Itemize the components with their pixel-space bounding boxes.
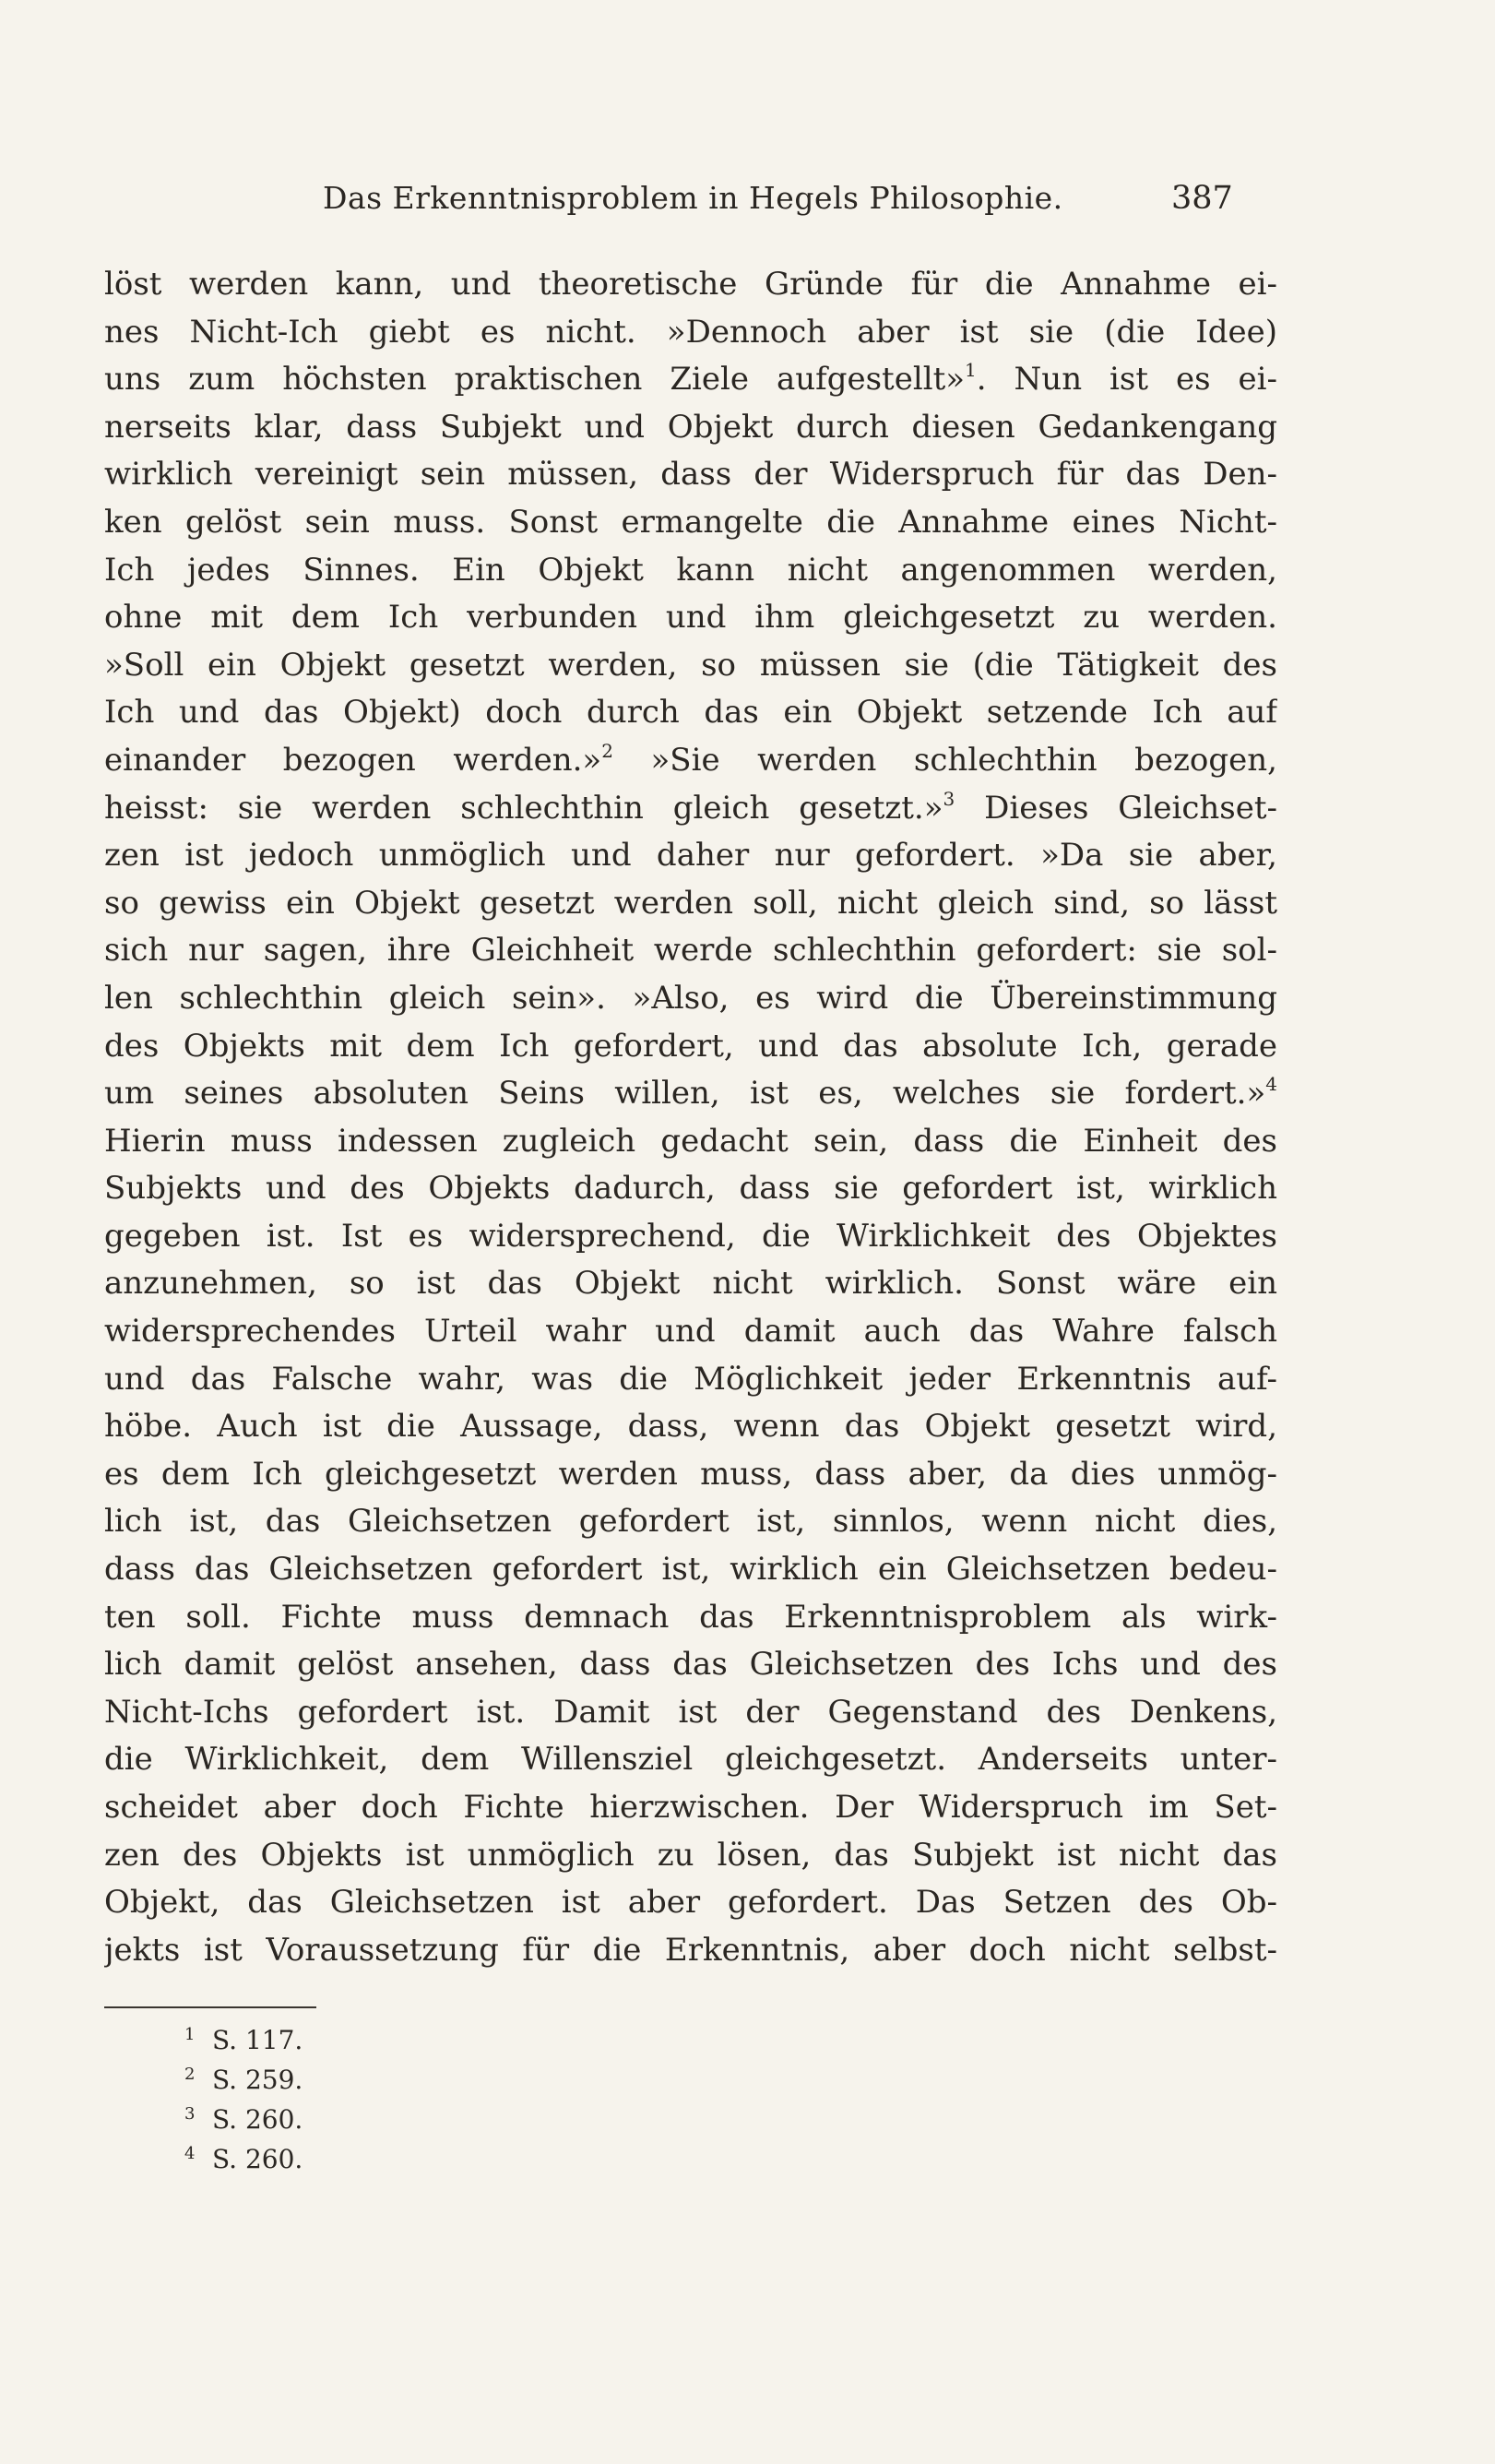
footnote-text: S. 260. bbox=[212, 2104, 303, 2135]
text-line bbox=[104, 1451, 1277, 1499]
page-number: 387 bbox=[1171, 180, 1233, 217]
text-line-segment: um seines absoluten Seins willen, ist es, welches sie fordert.» bbox=[104, 1075, 1266, 1113]
text-line-segment: gegeben ist. Ist es widersprechend, die Wirklichkeit des Objektes bbox=[104, 1217, 1277, 1255]
text-line-segment: jekts ist Voraussetzung für die Erkenntnis, aber doch nicht selbst- bbox=[104, 1931, 1277, 1969]
text-line bbox=[104, 547, 1277, 595]
text-line bbox=[104, 1546, 1277, 1594]
running-title: Das Erkenntnisproblem in Hegels Philosophie. bbox=[323, 180, 1063, 216]
text-line bbox=[104, 642, 1277, 690]
text-line bbox=[104, 1023, 1277, 1071]
text-line-segment: Nicht-Ichs gefordert ist. Damit ist der Gegenstand des Denkens, bbox=[104, 1693, 1277, 1731]
text-line-segment: lich ist, das Gleichsetzen gefordert ist, sinnlos, wenn nicht dies, bbox=[104, 1503, 1277, 1541]
text-line-segment: zen des Objekts ist unmöglich zu lösen, das Subjekt ist nicht das bbox=[104, 1836, 1277, 1874]
footnote: 4 S. 260. bbox=[184, 2144, 303, 2174]
text-line-segment: ken gelöst sein muss. Sonst ermangelte die Annahme eines Nicht- bbox=[104, 503, 1277, 541]
text-line bbox=[104, 499, 1277, 547]
text-line-segment: lich damit gelöst ansehen, dass das Gleichsetzen des Ichs und des bbox=[104, 1646, 1277, 1684]
text-line-segment: zen ist jedoch unmöglich und daher nur gefordert. »Da sie aber, bbox=[104, 837, 1277, 875]
text-line-segment: die Wirklichkeit, dem Willensziel gleichgesetzt. Anderseits unter- bbox=[104, 1741, 1277, 1779]
text-line-segment: widersprechendes Urteil wahr und damit auch das Wahre falsch bbox=[104, 1313, 1277, 1351]
text-line-segment: höbe. Auch ist die Aussage, dass, wenn das Objekt gesetzt wird, bbox=[104, 1408, 1277, 1446]
text-line-segment: nerseits klar, dass Subjekt und Objekt durch diesen Gedankengang bbox=[104, 408, 1277, 446]
text-line bbox=[104, 1594, 1277, 1642]
text-line-segment: ten soll. Fichte muss demnach das Erkenntnisproblem als wirk- bbox=[104, 1598, 1277, 1636]
text-line bbox=[104, 975, 1277, 1023]
text-line-segment: Ich jedes Sinnes. Ein Objekt kann nicht angenommen werden, bbox=[104, 551, 1277, 589]
footnote-text: S. 117. bbox=[212, 2025, 303, 2055]
footnote-reference: 2 bbox=[601, 739, 613, 762]
text-line bbox=[104, 689, 1277, 737]
text-line bbox=[104, 1879, 1277, 1927]
text-line bbox=[104, 1641, 1277, 1689]
text-line bbox=[104, 880, 1277, 928]
text-line-segment: Subjekts und des Objekts dadurch, dass sie gefordert ist, wirklich bbox=[104, 1170, 1277, 1208]
text-line bbox=[104, 1356, 1277, 1404]
text-line-segment: es dem Ich gleichgesetzt werden muss, dass aber, da dies unmög- bbox=[104, 1455, 1277, 1493]
text-line-segment: wirklich vereinigt sein müssen, dass der Widerspruch für das Den- bbox=[104, 456, 1277, 494]
footnote: 3 S. 260. bbox=[184, 2104, 303, 2135]
footnote-text: S. 260. bbox=[212, 2144, 303, 2174]
text-line-segment: dass das Gleichsetzen gefordert ist, wirklich ein Gleichsetzen bedeu- bbox=[104, 1551, 1277, 1589]
footnote-text: S. 259. bbox=[212, 2065, 303, 2095]
text-line bbox=[104, 261, 1277, 309]
text-line bbox=[104, 1213, 1277, 1261]
text-line-segment: Dieses Gleichset- bbox=[955, 789, 1277, 827]
text-line bbox=[104, 356, 1277, 404]
text-line-segment: len schlechthin gleich sein». »Also, es wird die Übereinstimmung bbox=[104, 979, 1277, 1017]
text-line-segment: so gewiss ein Objekt gesetzt werden soll, nicht gleich sind, so lässt bbox=[104, 884, 1277, 922]
text-line bbox=[104, 832, 1277, 880]
text-line-segment: einander bezogen werden.» bbox=[104, 741, 602, 779]
text-line bbox=[104, 404, 1277, 452]
text-line-segment: uns zum höchsten praktischen Ziele aufgestellt» bbox=[104, 361, 966, 399]
text-line bbox=[104, 1689, 1277, 1737]
text-line bbox=[104, 1070, 1277, 1118]
footnotes bbox=[184, 2020, 303, 2179]
text-line-segment: und das Falsche wahr, was die Möglichkeit jeder Erkenntnis auf- bbox=[104, 1360, 1277, 1398]
text-line bbox=[104, 1736, 1277, 1784]
text-line bbox=[104, 1832, 1277, 1880]
text-line bbox=[104, 1308, 1277, 1356]
text-line-segment: sich nur sagen, ihre Gleichheit werde schlechthin gefordert: sie sol- bbox=[104, 932, 1277, 970]
text-line bbox=[104, 737, 1277, 785]
text-line-segment: des Objekts mit dem Ich gefordert, und das absolute Ich, gerade bbox=[104, 1027, 1277, 1065]
text-line bbox=[104, 594, 1277, 642]
text-line bbox=[104, 785, 1277, 833]
footnote-reference: 4 bbox=[1265, 1073, 1277, 1096]
body-text bbox=[104, 261, 1277, 1974]
text-line bbox=[104, 1260, 1277, 1308]
text-line-segment: löst werden kann, und theoretische Gründe für die Annahme ei- bbox=[104, 266, 1277, 303]
footnote-reference: 3 bbox=[943, 787, 955, 810]
footnote-reference: 1 bbox=[965, 359, 977, 382]
text-line bbox=[104, 1927, 1277, 1975]
text-line bbox=[104, 1498, 1277, 1546]
text-line bbox=[104, 309, 1277, 357]
text-line bbox=[104, 927, 1277, 975]
text-line-segment: »Soll ein Objekt gesetzt werden, so müssen sie (die Tätigkeit des bbox=[104, 646, 1277, 684]
footnote: 2 S. 259. bbox=[184, 2065, 303, 2095]
text-line bbox=[104, 1403, 1277, 1451]
footnote-rule bbox=[104, 2006, 316, 2008]
text-line bbox=[104, 1784, 1277, 1832]
text-line-segment: . Nun ist es ei- bbox=[976, 361, 1277, 399]
text-line bbox=[104, 1165, 1277, 1213]
text-line-segment: Hierin muss indessen zugleich gedacht sein, dass die Einheit des bbox=[104, 1122, 1277, 1160]
text-line-segment: Objekt, das Gleichsetzen ist aber gefordert. Das Setzen des Ob- bbox=[104, 1884, 1277, 1922]
text-line-segment: ohne mit dem Ich verbunden und ihm gleichgesetzt zu werden. bbox=[104, 599, 1277, 637]
text-line bbox=[104, 451, 1277, 499]
text-line-segment: anzunehmen, so ist das Objekt nicht wirklich. Sonst wäre ein bbox=[104, 1265, 1277, 1303]
text-line bbox=[104, 1118, 1277, 1166]
text-line-segment: »Sie werden schlechthin bezogen, bbox=[612, 741, 1277, 779]
text-line-segment: nes Nicht-Ich giebt es nicht. »Dennoch aber ist sie (die Idee) bbox=[104, 313, 1277, 351]
text-line-segment: heisst: sie werden schlechthin gleich gesetzt.» bbox=[104, 789, 943, 827]
footnote: 1 S. 117. bbox=[184, 2025, 303, 2055]
text-line-segment: scheidet aber doch Fichte hierzwischen. Der Widerspruch im Set- bbox=[104, 1789, 1277, 1826]
text-line-segment: Ich und das Objekt) doch durch das ein Objekt setzende Ich auf bbox=[104, 694, 1277, 732]
